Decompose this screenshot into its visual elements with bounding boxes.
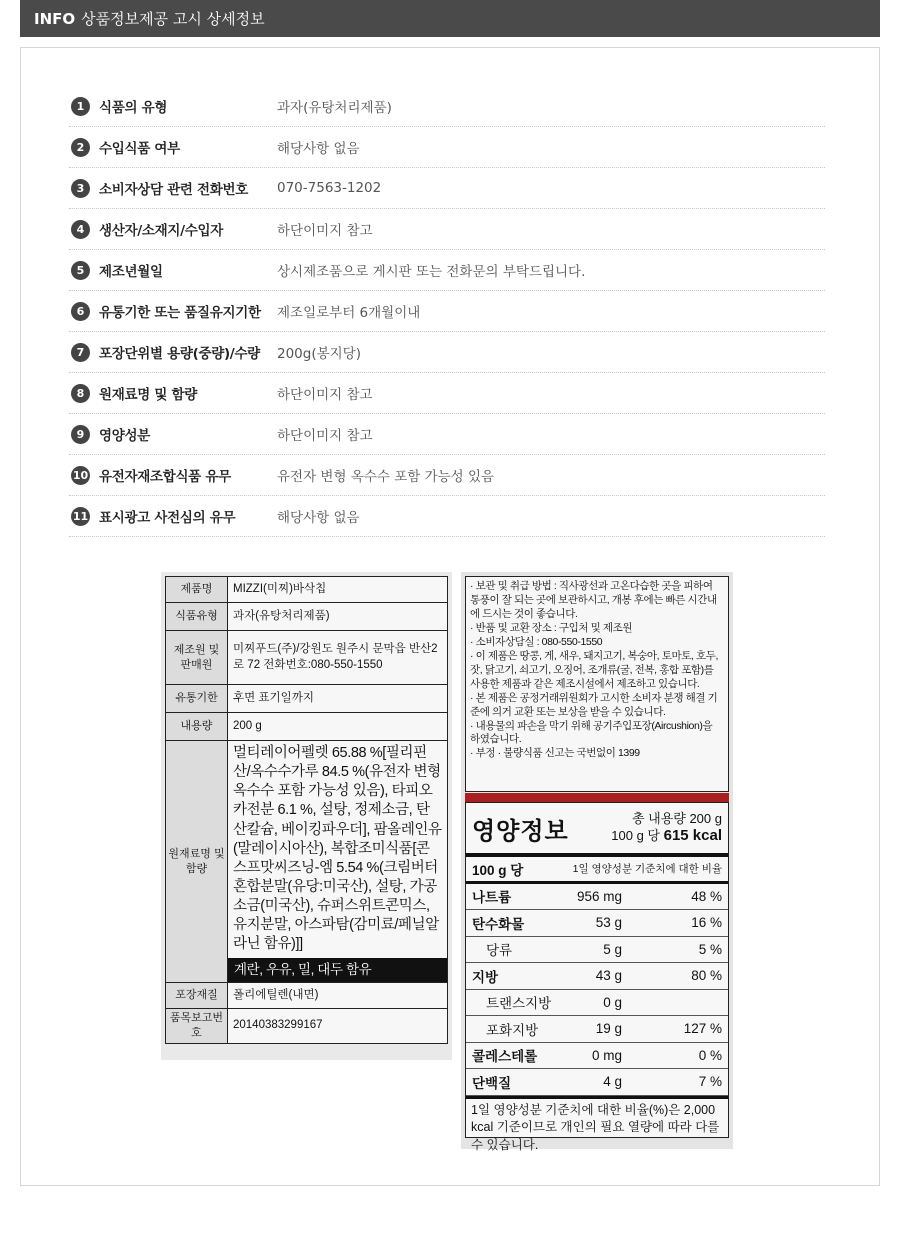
info-label: 생산자/소재지/수입자 [99,223,223,239]
nutrition-header [466,803,728,857]
info-row [69,414,825,455]
per-column-label: 100 g 당 [472,862,524,878]
info-row [69,373,825,414]
nutrient-percent: 80 % [691,968,722,984]
label-row-header: 내용량 [166,713,228,741]
nutrient-percent: 127 % [683,1021,722,1037]
label-row [166,631,448,685]
label-row-header: 제품명 [166,577,228,603]
nutrient-row [466,990,728,1017]
storage-note: · 부정 · 불량식품 신고는 국번없이 1399 [470,747,640,760]
label-row-value: 폴리에틸렌(내면) [228,983,448,1009]
product-label-table [165,576,448,1044]
ingredients-header: 원재료명 및 함량 [166,741,228,983]
nutrition-rows [466,884,728,1096]
nutrient-amount: 43 g [595,968,622,984]
info-value: 유전자 변형 옥수수 포함 가능성 있음 [277,469,495,485]
ingredients-cell [228,741,448,983]
info-value: 하단이미지 참고 [277,387,373,403]
header-bar [20,0,880,37]
info-label: 식품의 유형 [99,100,168,116]
info-row [69,250,825,291]
number-badge: 6 [71,302,90,321]
nutrition-total-block [611,811,722,846]
nutrient-row [466,1069,728,1096]
info-value: 해당사항 없음 [277,141,360,157]
nutrient-amount: 0 mg [591,1047,622,1063]
nutrient-name: 탄수화물 [472,916,525,932]
nutrient-amount: 956 mg [576,888,622,904]
nutrient-name: 콜레스테롤 [472,1049,538,1065]
nutrient-name: 지방 [472,969,499,985]
header-info-label: INFO [34,9,76,28]
number-badge: 4 [71,220,90,239]
label-row-value: 20140383299167 [228,1009,448,1044]
nutrient-name: 단백질 [472,1075,512,1091]
ingredients-text: 멀티레이어펠렛 65.88 %[필리핀산/옥수수가루 84.5 %(유전자 변형 옥수수 포함 가능성 있음), 타피오카전분 6.1 %, 설탕, 정제소금, 탄산칼슘, 베이킹파우더], 팜올레인유(말레이시아산), 복합조미식품[콘스프맛씨즈닝-엠 5.54 %(크림버터혼합분말(유당:미국산), 설탕, 가공소금(미국산), 슈퍼스위트콘믹스, 유지분말, 아스파탐(감미료/페닐알라닌 함유)]] [233,745,442,953]
nutrient-name: 트랜스지방 [486,996,552,1012]
info-row [69,168,825,209]
label-row-header: 제조원 및 판매원 [166,631,228,685]
info-row [69,86,825,127]
info-label: 수입식품 여부 [99,141,180,157]
nutrient-row [466,937,728,964]
nutrient-name: 당류 [486,943,513,959]
nutrient-amount: 5 g [603,941,622,957]
label-row [166,577,448,603]
info-row [69,332,825,373]
info-label: 유통기한 또는 품질유지기한 [99,305,261,321]
info-row [69,291,825,332]
number-badge: 5 [71,261,90,280]
number-badge: 2 [71,138,90,157]
info-list [69,86,825,537]
info-value: 상시제조품으로 게시판 또는 전화문의 부탁드립니다. [277,264,586,280]
info-value: 200g(봉지당) [277,346,361,362]
number-badge: 11 [71,507,90,526]
info-label: 소비자상담 관련 전화번호 [99,182,248,198]
label-row-header: 식품유형 [166,603,228,631]
info-value: 하단이미지 참고 [277,428,373,444]
nutrition-total: 총 내용량 200 g [632,810,722,826]
nutrient-amount: 0 g [603,994,622,1010]
nutrient-name: 포화지방 [486,1022,539,1038]
label-row-value: 후면 표기일까지 [228,685,448,713]
nutrient-amount: 19 g [595,1021,622,1037]
info-value: 과자(유탕처리제품) [277,100,392,116]
number-badge: 9 [71,425,90,444]
allergy-notice: 계란, 우유, 밀, 대두 함유 [228,958,447,982]
nutrient-row [466,884,728,911]
storage-note: · 소비자상담실 : 080-550-1550 [470,635,603,648]
label-row-value: 과자(유탕처리제품) [228,603,448,631]
number-badge: 10 [71,466,90,485]
label-row [166,685,448,713]
nutrient-amount: 53 g [595,915,622,931]
nutrient-row [466,1043,728,1070]
info-label: 표시광고 사전심의 유무 [99,510,236,526]
product-label-image [161,572,452,1060]
nutrient-percent: 7 % [698,1074,722,1090]
nutrient-row [466,910,728,937]
nutrition-kcal-line [611,827,722,846]
nutrient-row [466,963,728,990]
info-row [69,209,825,250]
nutrition-kcal: 615 kcal [663,826,722,844]
label-row [166,603,448,631]
number-badge: 3 [71,179,90,198]
info-row [69,127,825,168]
info-panel [20,47,880,1186]
nutrition-per: 100 g 당 [611,827,660,843]
label-row [166,713,448,741]
ingredients-row [166,741,448,983]
nutrition-title: 영양정보 [472,817,569,845]
label-row-header: 유통기한 [166,685,228,713]
storage-note: · 반품 및 교환 장소 : 구입처 및 제조원 [470,621,633,634]
info-value: 제조일로부터 6개월이내 [277,305,421,321]
label-row [166,983,448,1009]
storage-note: · 내용물의 파손을 막기 위해 공기주입포장(Aircushion)을 하였습니다. [470,719,713,746]
red-divider [465,793,729,802]
nutrition-label-image [461,572,733,1152]
nutrient-percent: 48 % [691,888,722,904]
info-row [69,496,825,537]
info-value: 하단이미지 참고 [277,223,373,239]
storage-notes [465,576,729,792]
storage-note: · 보관 및 취급 방법 : 직사광선과 고온다습한 곳을 피하여 통풍이 잘 되는 곳에 보관하시고, 개봉 후에는 빠른 시간내에 드시는 것이 좋습니다. [470,580,717,620]
label-row [166,1009,448,1044]
storage-note: · 이 제품은 땅콩, 게, 새우, 돼지고기, 복숭아, 토마토, 호두, 잣, 닭고기, 쇠고기, 오징어, 조개류(굴, 전복, 홍합 포함)를 사용한 제품과 같은 제조시설에서 제조하고 있습니다. [470,649,718,690]
storage-note: · 본 제품은 공정거래위원회가 고시한 소비자 분쟁 해결 기준에 의거 교환 또는 보상을 받을 수 있습니다. [470,691,718,718]
info-label: 원재료명 및 함량 [99,387,197,403]
daily-column-label: 1일 영양성분 기준치에 대한 비율 [572,863,722,876]
info-label: 제조년월일 [99,264,163,280]
nutrient-percent: 0 % [698,1047,722,1063]
nutrient-row [466,1016,728,1043]
info-value: 070-7563-1202 [277,180,382,196]
label-row-value: MIZZI(미찌)바삭칩 [228,577,448,603]
info-label: 포장단위별 용량(중량)/수량 [99,346,260,362]
nutrient-amount: 4 g [603,1074,622,1090]
label-row-value: 미찌푸드(주)/강원도 원주시 문막읍 반산2로 72 전화번호:080-550-1550 [228,631,448,685]
nutrition-column-header [466,857,728,884]
label-row-header: 품목보고번호 [166,1009,228,1044]
info-label: 영양성분 [99,428,150,444]
info-label: 유전자재조합식품 유무 [99,469,231,485]
nutrient-percent: 5 % [698,941,722,957]
label-row-value: 200 g [228,713,448,741]
number-badge: 1 [71,97,90,116]
info-value: 해당사항 없음 [277,510,360,526]
label-row-header: 포장재질 [166,983,228,1009]
header-title: 상품정보제공 고시 상세정보 [81,10,265,28]
nutrient-percent: 16 % [691,915,722,931]
nutrient-name: 나트륨 [472,890,512,906]
number-badge: 8 [71,384,90,403]
info-row [69,455,825,496]
number-badge: 7 [71,343,90,362]
nutrition-footnote: 1일 영양성분 기준치에 대한 비율(%)은 2,000 kcal 기준이므로 개인의 필요 열량에 따라 다를 수 있습니다. [466,1096,728,1158]
nutrition-facts-box [465,802,729,1152]
